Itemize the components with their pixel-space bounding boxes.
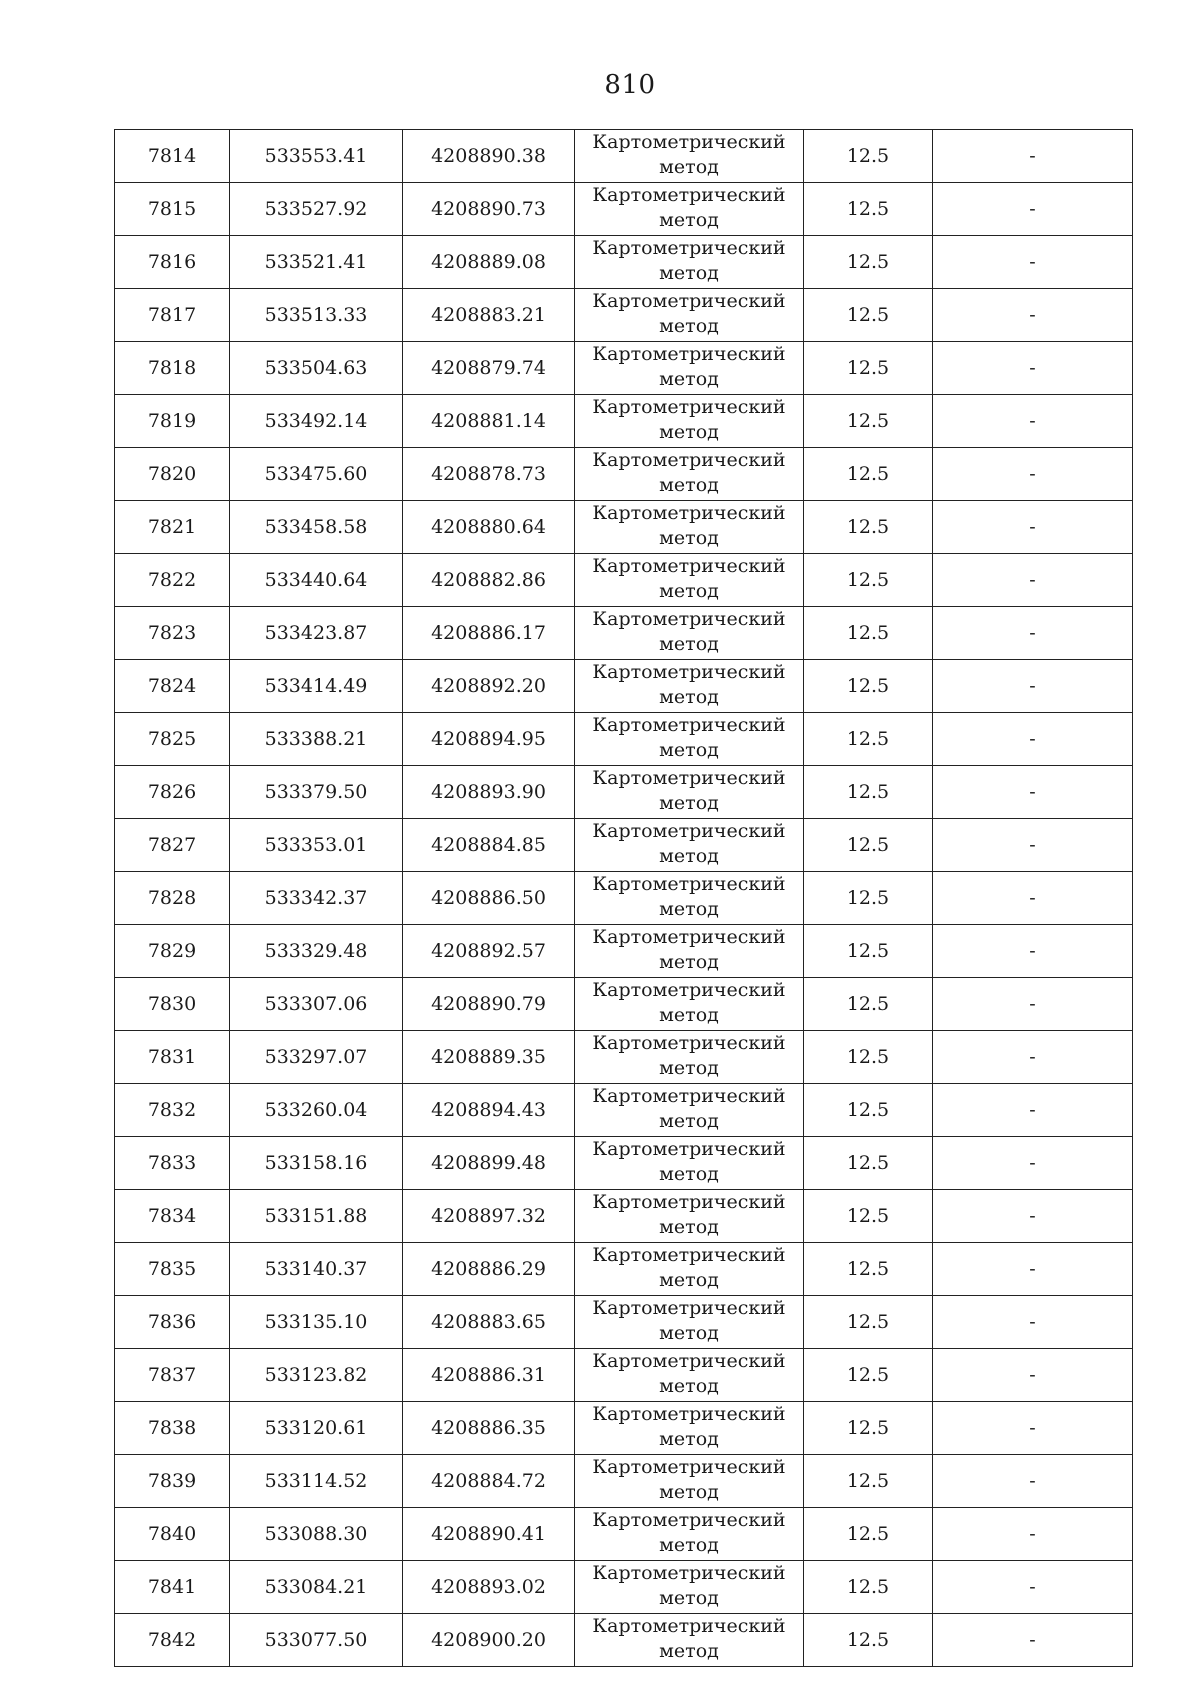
method-line-2: метод — [659, 792, 719, 814]
method-line-1: Картометрический — [592, 502, 786, 524]
note-cell: - — [933, 448, 1133, 501]
method-cell — [575, 766, 804, 819]
method-line-1: Картометрический — [592, 449, 786, 471]
point-id-cell: 7820 — [115, 448, 230, 501]
table-row — [115, 872, 1133, 925]
method-cell — [575, 872, 804, 925]
accuracy-cell: 12.5 — [804, 1137, 933, 1190]
method-line-2: метод — [659, 1375, 719, 1397]
x-coordinate-cell: 533342.37 — [230, 872, 403, 925]
method-line-1: Картометрический — [592, 1085, 786, 1107]
method-line-2: метод — [659, 633, 719, 655]
method-line-1: Картометрический — [592, 820, 786, 842]
note-cell: - — [933, 607, 1133, 660]
accuracy-cell: 12.5 — [804, 448, 933, 501]
x-coordinate-cell: 533475.60 — [230, 448, 403, 501]
y-coordinate-cell: 4208890.79 — [403, 978, 575, 1031]
x-coordinate-cell: 533553.41 — [230, 130, 403, 183]
x-coordinate-cell: 533088.30 — [230, 1508, 403, 1561]
y-coordinate-cell: 4208897.32 — [403, 1190, 575, 1243]
y-coordinate-cell: 4208899.48 — [403, 1137, 575, 1190]
point-id-cell: 7821 — [115, 501, 230, 554]
point-id-cell: 7831 — [115, 1031, 230, 1084]
method-cell — [575, 1561, 804, 1614]
table-row — [115, 1137, 1133, 1190]
y-coordinate-cell: 4208900.20 — [403, 1614, 575, 1667]
method-line-1: Картометрический — [592, 396, 786, 418]
point-id-cell: 7814 — [115, 130, 230, 183]
point-id-cell: 7835 — [115, 1243, 230, 1296]
accuracy-cell: 12.5 — [804, 1190, 933, 1243]
method-line-1: Картометрический — [592, 555, 786, 577]
accuracy-cell: 12.5 — [804, 342, 933, 395]
y-coordinate-cell: 4208890.41 — [403, 1508, 575, 1561]
method-cell — [575, 1455, 804, 1508]
note-cell: - — [933, 1402, 1133, 1455]
point-id-cell: 7836 — [115, 1296, 230, 1349]
point-id-cell: 7817 — [115, 289, 230, 342]
note-cell: - — [933, 395, 1133, 448]
method-line-1: Картометрический — [592, 1509, 786, 1531]
note-cell: - — [933, 660, 1133, 713]
method-line-2: метод — [659, 1110, 719, 1132]
table-row — [115, 1084, 1133, 1137]
y-coordinate-cell: 4208886.50 — [403, 872, 575, 925]
method-line-2: метод — [659, 421, 719, 443]
accuracy-cell: 12.5 — [804, 1402, 933, 1455]
note-cell: - — [933, 1614, 1133, 1667]
method-line-1: Картометрический — [592, 873, 786, 895]
note-cell: - — [933, 819, 1133, 872]
method-line-2: метод — [659, 1269, 719, 1291]
accuracy-cell: 12.5 — [804, 1296, 933, 1349]
x-coordinate-cell: 533307.06 — [230, 978, 403, 1031]
table-row — [115, 1561, 1133, 1614]
table-row — [115, 1508, 1133, 1561]
point-id-cell: 7841 — [115, 1561, 230, 1614]
method-line-1: Картометрический — [592, 1191, 786, 1213]
method-cell — [575, 978, 804, 1031]
table-row — [115, 925, 1133, 978]
accuracy-cell: 12.5 — [804, 819, 933, 872]
y-coordinate-cell: 4208892.20 — [403, 660, 575, 713]
method-line-1: Картометрический — [592, 979, 786, 1001]
method-line-2: метод — [659, 1481, 719, 1503]
method-line-1: Картометрический — [592, 1615, 786, 1637]
method-cell — [575, 448, 804, 501]
point-id-cell: 7825 — [115, 713, 230, 766]
table-row — [115, 236, 1133, 289]
accuracy-cell: 12.5 — [804, 872, 933, 925]
table-row — [115, 1031, 1133, 1084]
point-id-cell: 7818 — [115, 342, 230, 395]
accuracy-cell: 12.5 — [804, 713, 933, 766]
x-coordinate-cell: 533140.37 — [230, 1243, 403, 1296]
method-line-2: метод — [659, 580, 719, 602]
accuracy-cell: 12.5 — [804, 660, 933, 713]
method-line-2: метод — [659, 1428, 719, 1450]
method-line-2: метод — [659, 1216, 719, 1238]
method-line-1: Картометрический — [592, 1403, 786, 1425]
x-coordinate-cell: 533521.41 — [230, 236, 403, 289]
y-coordinate-cell: 4208884.85 — [403, 819, 575, 872]
x-coordinate-cell: 533458.58 — [230, 501, 403, 554]
point-id-cell: 7840 — [115, 1508, 230, 1561]
method-line-2: метод — [659, 262, 719, 284]
y-coordinate-cell: 4208886.35 — [403, 1402, 575, 1455]
method-line-2: метод — [659, 1163, 719, 1185]
method-line-2: метод — [659, 686, 719, 708]
y-coordinate-cell: 4208886.31 — [403, 1349, 575, 1402]
method-line-2: метод — [659, 156, 719, 178]
method-line-2: метод — [659, 951, 719, 973]
point-id-cell: 7828 — [115, 872, 230, 925]
method-line-2: метод — [659, 845, 719, 867]
method-cell — [575, 925, 804, 978]
table-row — [115, 342, 1133, 395]
table-row — [115, 713, 1133, 766]
method-line-2: метод — [659, 315, 719, 337]
note-cell: - — [933, 289, 1133, 342]
note-cell: - — [933, 1455, 1133, 1508]
note-cell: - — [933, 1031, 1133, 1084]
point-id-cell: 7837 — [115, 1349, 230, 1402]
method-cell — [575, 183, 804, 236]
x-coordinate-cell: 533379.50 — [230, 766, 403, 819]
method-line-1: Картометрический — [592, 1138, 786, 1160]
note-cell: - — [933, 342, 1133, 395]
accuracy-cell: 12.5 — [804, 289, 933, 342]
method-cell — [575, 342, 804, 395]
point-id-cell: 7833 — [115, 1137, 230, 1190]
method-cell — [575, 501, 804, 554]
accuracy-cell: 12.5 — [804, 607, 933, 660]
x-coordinate-cell: 533513.33 — [230, 289, 403, 342]
y-coordinate-cell: 4208890.73 — [403, 183, 575, 236]
method-line-1: Картометрический — [592, 767, 786, 789]
accuracy-cell: 12.5 — [804, 1455, 933, 1508]
y-coordinate-cell: 4208879.74 — [403, 342, 575, 395]
method-line-2: метод — [659, 209, 719, 231]
y-coordinate-cell: 4208894.95 — [403, 713, 575, 766]
method-cell — [575, 607, 804, 660]
x-coordinate-cell: 533527.92 — [230, 183, 403, 236]
note-cell: - — [933, 1508, 1133, 1561]
note-cell: - — [933, 1349, 1133, 1402]
x-coordinate-cell: 533151.88 — [230, 1190, 403, 1243]
y-coordinate-cell: 4208878.73 — [403, 448, 575, 501]
method-line-1: Картометрический — [592, 131, 786, 153]
method-cell — [575, 660, 804, 713]
x-coordinate-cell: 533492.14 — [230, 395, 403, 448]
point-id-cell: 7842 — [115, 1614, 230, 1667]
table-row — [115, 978, 1133, 1031]
method-cell — [575, 713, 804, 766]
point-id-cell: 7819 — [115, 395, 230, 448]
method-line-2: метод — [659, 1587, 719, 1609]
accuracy-cell: 12.5 — [804, 554, 933, 607]
page-number: 810 — [604, 70, 656, 100]
table-row — [115, 130, 1133, 183]
x-coordinate-cell: 533504.63 — [230, 342, 403, 395]
method-cell — [575, 1349, 804, 1402]
method-line-1: Картометрический — [592, 343, 786, 365]
method-line-1: Картометрический — [592, 608, 786, 630]
point-id-cell: 7823 — [115, 607, 230, 660]
method-line-2: метод — [659, 474, 719, 496]
point-id-cell: 7827 — [115, 819, 230, 872]
method-line-1: Картометрический — [592, 1350, 786, 1372]
y-coordinate-cell: 4208890.38 — [403, 130, 575, 183]
method-line-2: метод — [659, 368, 719, 390]
method-line-1: Картометрический — [592, 1562, 786, 1584]
method-cell — [575, 1137, 804, 1190]
point-id-cell: 7824 — [115, 660, 230, 713]
point-id-cell: 7832 — [115, 1084, 230, 1137]
point-id-cell: 7822 — [115, 554, 230, 607]
method-cell — [575, 1084, 804, 1137]
point-id-cell: 7826 — [115, 766, 230, 819]
table-row — [115, 766, 1133, 819]
accuracy-cell: 12.5 — [804, 501, 933, 554]
x-coordinate-cell: 533084.21 — [230, 1561, 403, 1614]
point-id-cell: 7829 — [115, 925, 230, 978]
accuracy-cell: 12.5 — [804, 1508, 933, 1561]
method-cell — [575, 1614, 804, 1667]
method-line-1: Картометрический — [592, 661, 786, 683]
method-line-1: Картометрический — [592, 1297, 786, 1319]
note-cell: - — [933, 236, 1133, 289]
y-coordinate-cell: 4208889.08 — [403, 236, 575, 289]
accuracy-cell: 12.5 — [804, 1561, 933, 1614]
method-cell — [575, 554, 804, 607]
method-line-1: Картометрический — [592, 926, 786, 948]
method-line-2: метод — [659, 1534, 719, 1556]
method-line-2: метод — [659, 1640, 719, 1662]
table-row — [115, 1349, 1133, 1402]
method-cell — [575, 1243, 804, 1296]
method-line-2: метод — [659, 1004, 719, 1026]
method-line-1: Картометрический — [592, 714, 786, 736]
method-cell — [575, 395, 804, 448]
accuracy-cell: 12.5 — [804, 130, 933, 183]
method-line-2: метод — [659, 898, 719, 920]
method-line-2: метод — [659, 527, 719, 549]
point-id-cell: 7838 — [115, 1402, 230, 1455]
note-cell: - — [933, 1296, 1133, 1349]
table-row — [115, 1190, 1133, 1243]
accuracy-cell: 12.5 — [804, 1084, 933, 1137]
table-row — [115, 819, 1133, 872]
note-cell: - — [933, 766, 1133, 819]
x-coordinate-cell: 533123.82 — [230, 1349, 403, 1402]
method-cell — [575, 236, 804, 289]
y-coordinate-cell: 4208886.17 — [403, 607, 575, 660]
x-coordinate-cell: 533120.61 — [230, 1402, 403, 1455]
y-coordinate-cell: 4208882.86 — [403, 554, 575, 607]
x-coordinate-cell: 533158.16 — [230, 1137, 403, 1190]
table-row — [115, 501, 1133, 554]
table-row — [115, 395, 1133, 448]
table-row — [115, 183, 1133, 236]
method-cell — [575, 1402, 804, 1455]
note-cell: - — [933, 183, 1133, 236]
point-id-cell: 7816 — [115, 236, 230, 289]
point-id-cell: 7830 — [115, 978, 230, 1031]
x-coordinate-cell: 533077.50 — [230, 1614, 403, 1667]
table-body — [115, 130, 1133, 1667]
table-row — [115, 289, 1133, 342]
table-row — [115, 1243, 1133, 1296]
point-id-cell: 7839 — [115, 1455, 230, 1508]
method-line-1: Картометрический — [592, 1244, 786, 1266]
table-row — [115, 1402, 1133, 1455]
x-coordinate-cell: 533388.21 — [230, 713, 403, 766]
note-cell: - — [933, 501, 1133, 554]
x-coordinate-cell: 533297.07 — [230, 1031, 403, 1084]
method-cell — [575, 130, 804, 183]
method-cell — [575, 1296, 804, 1349]
table-row — [115, 1455, 1133, 1508]
x-coordinate-cell: 533329.48 — [230, 925, 403, 978]
coordinates-table — [114, 129, 1133, 1667]
method-cell — [575, 819, 804, 872]
method-cell — [575, 1031, 804, 1084]
method-line-2: метод — [659, 1057, 719, 1079]
note-cell: - — [933, 872, 1133, 925]
table-row — [115, 607, 1133, 660]
x-coordinate-cell: 533114.52 — [230, 1455, 403, 1508]
accuracy-cell: 12.5 — [804, 395, 933, 448]
table-row — [115, 448, 1133, 501]
accuracy-cell: 12.5 — [804, 1031, 933, 1084]
note-cell: - — [933, 1243, 1133, 1296]
note-cell: - — [933, 1137, 1133, 1190]
table-row — [115, 660, 1133, 713]
y-coordinate-cell: 4208883.21 — [403, 289, 575, 342]
note-cell: - — [933, 1561, 1133, 1614]
accuracy-cell: 12.5 — [804, 183, 933, 236]
method-cell — [575, 1508, 804, 1561]
y-coordinate-cell: 4208893.02 — [403, 1561, 575, 1614]
method-cell — [575, 1190, 804, 1243]
y-coordinate-cell: 4208893.90 — [403, 766, 575, 819]
x-coordinate-cell: 533135.10 — [230, 1296, 403, 1349]
x-coordinate-cell: 533414.49 — [230, 660, 403, 713]
note-cell: - — [933, 554, 1133, 607]
method-line-1: Картометрический — [592, 184, 786, 206]
note-cell: - — [933, 130, 1133, 183]
y-coordinate-cell: 4208884.72 — [403, 1455, 575, 1508]
method-line-1: Картометрический — [592, 290, 786, 312]
method-line-1: Картометрический — [592, 1032, 786, 1054]
note-cell: - — [933, 713, 1133, 766]
point-id-cell: 7815 — [115, 183, 230, 236]
note-cell: - — [933, 1190, 1133, 1243]
point-id-cell: 7834 — [115, 1190, 230, 1243]
x-coordinate-cell: 533440.64 — [230, 554, 403, 607]
accuracy-cell: 12.5 — [804, 978, 933, 1031]
y-coordinate-cell: 4208883.65 — [403, 1296, 575, 1349]
method-line-1: Картометрический — [592, 1456, 786, 1478]
accuracy-cell: 12.5 — [804, 1614, 933, 1667]
method-cell — [575, 289, 804, 342]
y-coordinate-cell: 4208889.35 — [403, 1031, 575, 1084]
y-coordinate-cell: 4208880.64 — [403, 501, 575, 554]
note-cell: - — [933, 1084, 1133, 1137]
table-row — [115, 1614, 1133, 1667]
accuracy-cell: 12.5 — [804, 766, 933, 819]
accuracy-cell: 12.5 — [804, 236, 933, 289]
x-coordinate-cell: 533353.01 — [230, 819, 403, 872]
y-coordinate-cell: 4208881.14 — [403, 395, 575, 448]
table-row — [115, 1296, 1133, 1349]
accuracy-cell: 12.5 — [804, 925, 933, 978]
accuracy-cell: 12.5 — [804, 1243, 933, 1296]
x-coordinate-cell: 533423.87 — [230, 607, 403, 660]
x-coordinate-cell: 533260.04 — [230, 1084, 403, 1137]
y-coordinate-cell: 4208886.29 — [403, 1243, 575, 1296]
accuracy-cell: 12.5 — [804, 1349, 933, 1402]
method-line-1: Картометрический — [592, 237, 786, 259]
table-row — [115, 554, 1133, 607]
method-line-2: метод — [659, 739, 719, 761]
method-line-2: метод — [659, 1322, 719, 1344]
y-coordinate-cell: 4208894.43 — [403, 1084, 575, 1137]
y-coordinate-cell: 4208892.57 — [403, 925, 575, 978]
note-cell: - — [933, 925, 1133, 978]
note-cell: - — [933, 978, 1133, 1031]
